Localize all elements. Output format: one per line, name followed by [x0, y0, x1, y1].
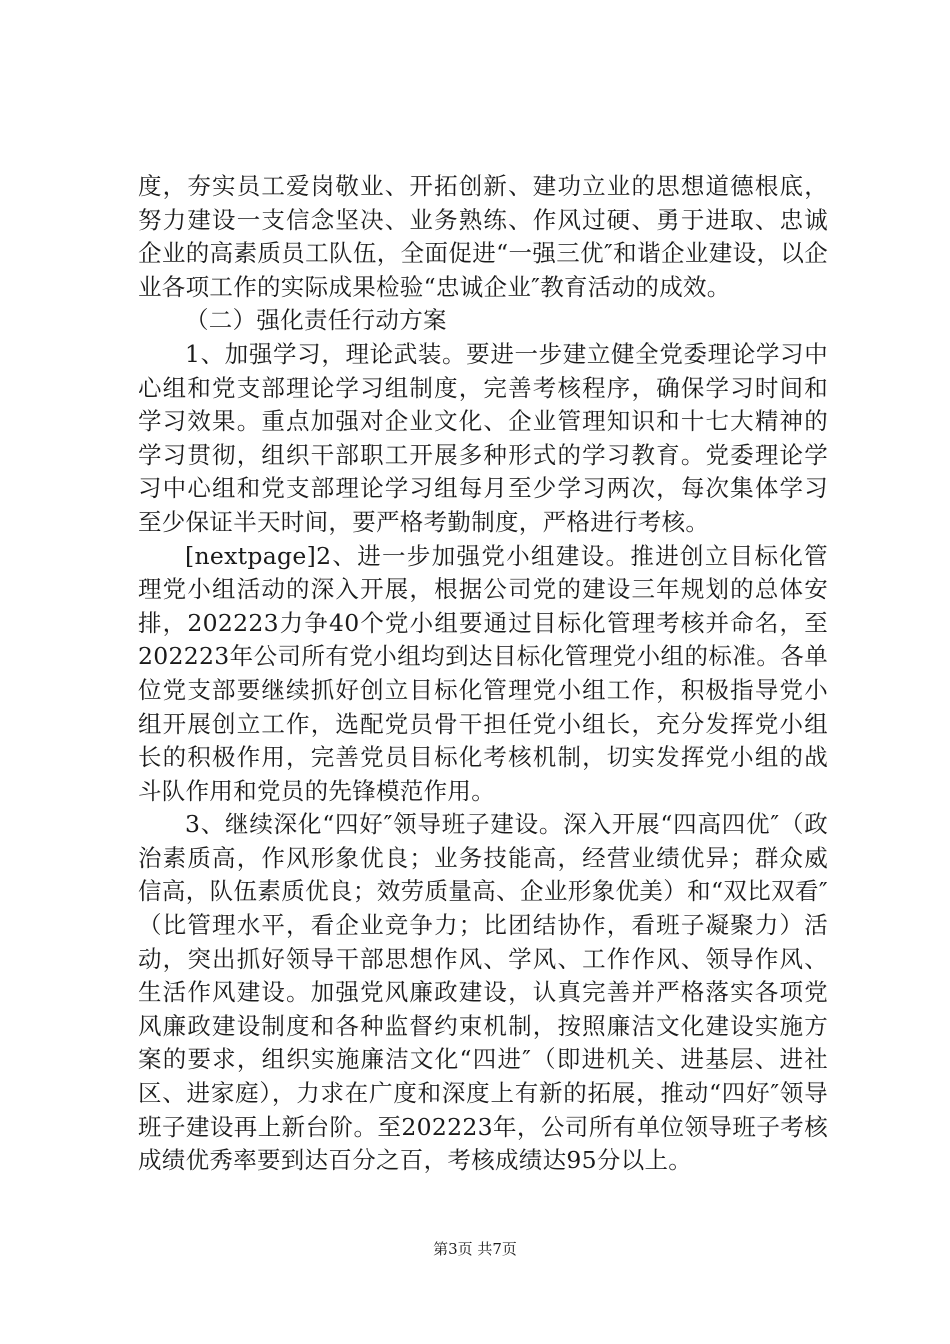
paragraph-item-1: 1、加强学习，理论武装。要进一步建立健全党委理论学习中心组和党支部理论学习组制度，完善考核程序，确保学习时间和学习效果。重点加强对企业文化、企业管理知识和十七大精神的学习贯彻，组织干部职工开展多种形式的学习教育。党委理论学习中心组和党支部理论学习组每月至少学习两次，每次集体学习至少保证半天时间，要严格考勤制度，严格进行考核。 [138, 339, 828, 536]
paragraph-item-3: 3、继续深化“四好″领导班子建设。深入开展“四高四优″（政治素质高，作风形象优良；业务技能高，经营业绩优异；群众威信高，队伍素质优良；效劳质量高、企业形象优美）和“双比双看″（比管理水平，看企业竞争力；比团结协作，看班子凝聚力）活动，突出抓好领导干部思想作风、学风、工作作风、领导作风、生活作风建设。加强党风廉政建设，认真完善并严格落实各项党风廉政建设制度和各种监督约束机制，按照廉洁文化建设实施方案的要求，组织实施廉洁文化“四进″（即进机关、进基层、进社区、进家庭），力求在广度和深度上有新的拓展，推动“四好″领导班子建设再上新台阶。至202223年，公司所有单位领导班子考核成绩优秀率要到达百分之百，考核成绩达95分以上。 [138, 810, 828, 1175]
paragraph-continuation: 度，夯实员工爱岗敬业、开拓创新、建功立业的思想道德根底，努力建设一支信念坚决、业务熟练、作风过硬、勇于进取、忠诚企业的高素质员工队伍，全面促进“一强三优″和谐企业建设，以企业各项工作的实际成果检验“忠诚企业″教育活动的成效。 [138, 172, 828, 301]
section-heading: （二）强化责任行动方案 [185, 306, 447, 335]
paragraph-item-2: [nextpage]2、进一步加强党小组建设。推进创立目标化管理党小组活动的深入开展，根据公司党的建设三年规划的总体安排，202223力争40个党小组要通过目标化管理考核并命名，至202223年公司所有党小组均到达目标化管理党小组的标准。各单位党支部要继续抓好创立目标化管理党小组工作，积极指导党小组开展创立工作，选配党员骨干担任党小组长，充分发挥党小组长的积极作用，完善党员目标化考核机制，切实发挥党小组的战斗队作用和党员的先锋模范作用。 [138, 541, 828, 805]
page-number-footer: 第3页 共7页 [433, 1240, 517, 1258]
document-body [138, 170, 828, 1178]
